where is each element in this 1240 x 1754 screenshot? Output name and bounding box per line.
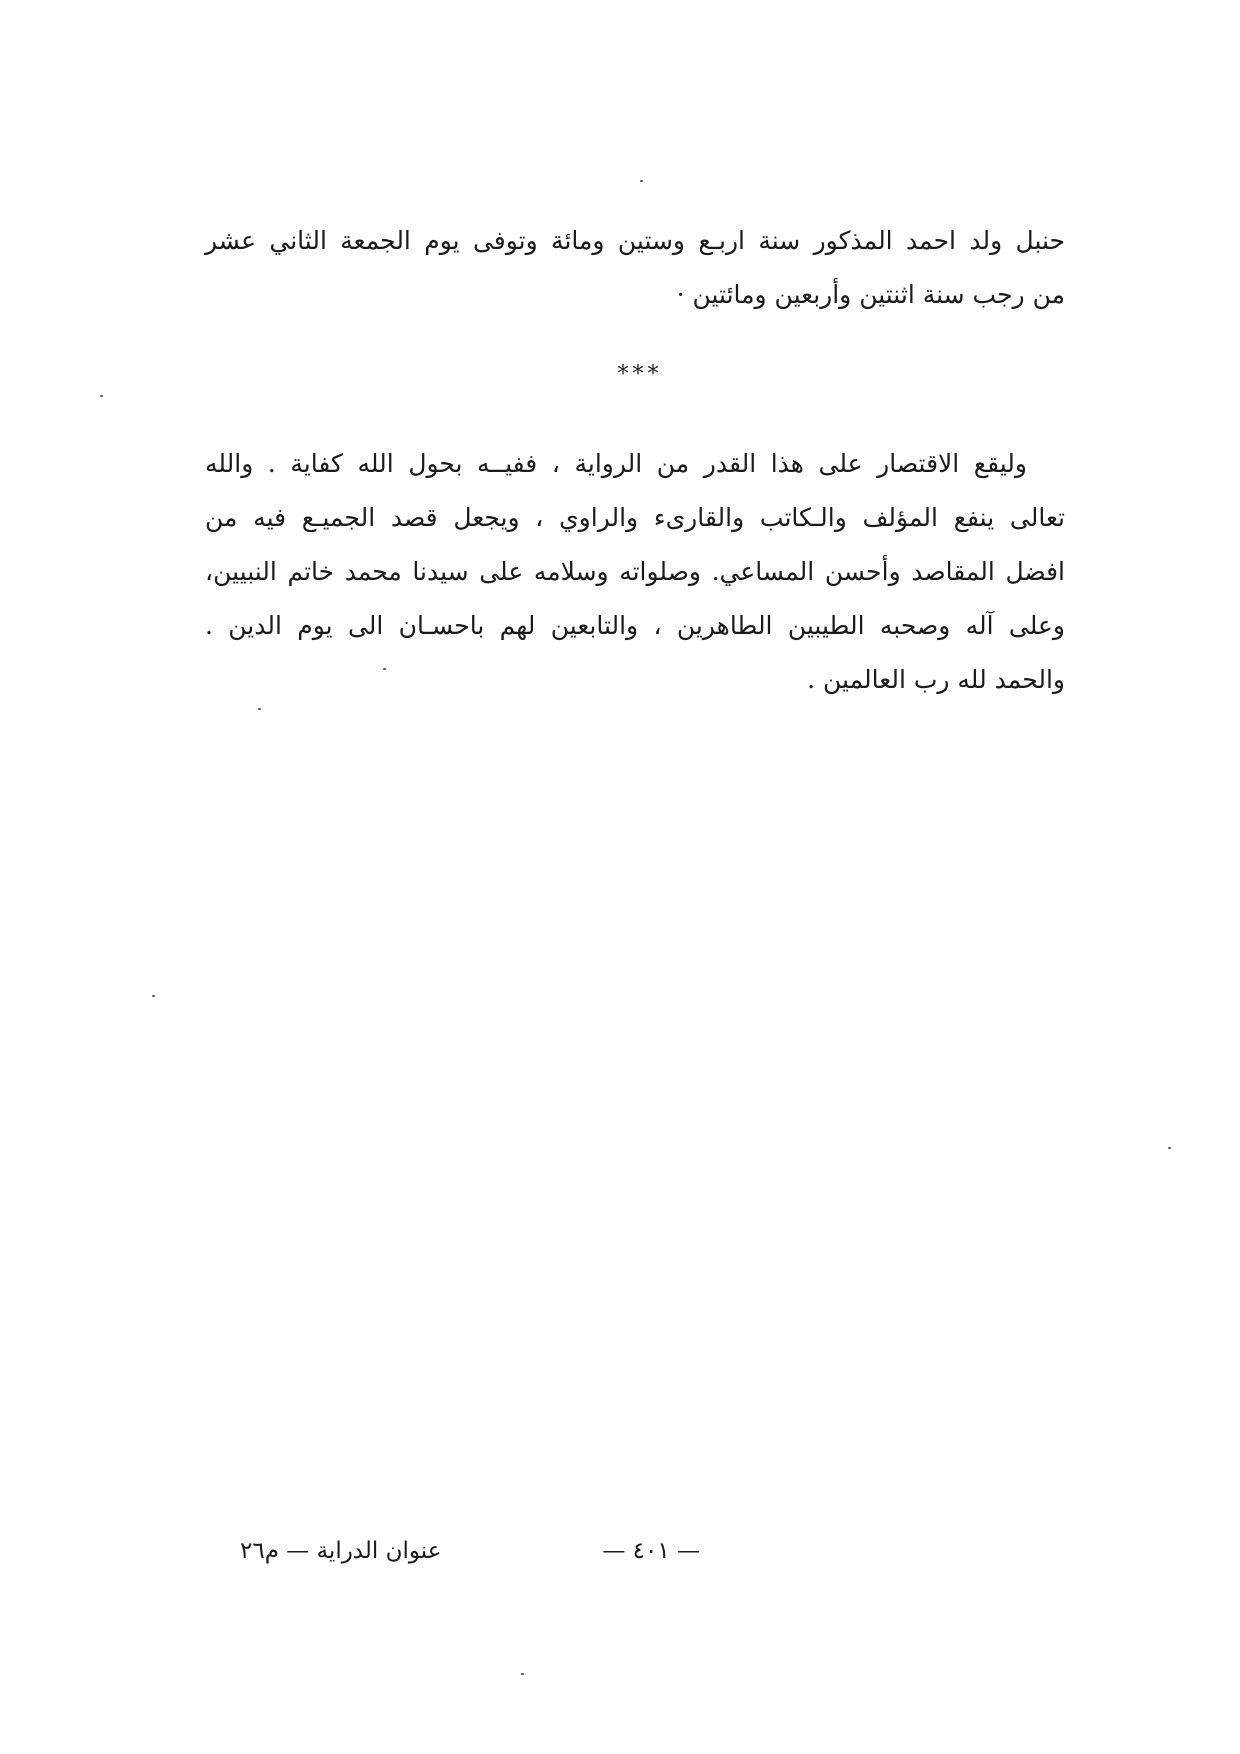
paragraph-line: وعلى آله وصحبه الطيبين الطاهرين ، والتابعين لهم باحسـان الى يوم الدين .: [205, 611, 1065, 640]
paragraph-line: والحمد لله رب العالمين .: [807, 665, 1065, 694]
running-footer: عنوان الدراية — م٢٦: [240, 1538, 442, 1564]
scan-speck: [521, 1673, 524, 1675]
page-number: — ٤٠١ —: [602, 1538, 700, 1564]
section-separator: ***: [617, 362, 663, 387]
scan-speck: [640, 180, 643, 182]
paragraph-line: وليقع الاقتصار على هذا القدر من الرواية ، ففيــه بحول الله كفاية . والله: [205, 449, 1027, 478]
page-footer: [240, 1538, 700, 1578]
paragraph-line: تعالى ينفع المؤلف والـكاتب والقارىء والراوي ، ويجعل قصد الجميـع فيه من: [205, 503, 1065, 532]
top-paragraph: [205, 214, 1065, 322]
paragraph-line: حنبل ولد احمد المذكور سنة اربـع وستين ومائة وتوفى يوم الجمعة الثاني عشر: [205, 226, 1065, 255]
paragraph-line: من رجب سنة اثنتين وأربعين ومائتين ·: [676, 280, 1065, 309]
scan-speck: [383, 668, 386, 670]
scan-speck: [1168, 1147, 1171, 1149]
paragraph-line: افضل المقاصد وأحسن المساعي. وصلواته وسلامه على سيدنا محمد خاتم النبيين،: [205, 557, 1065, 586]
scan-speck: [100, 395, 103, 397]
main-paragraph: [205, 437, 1065, 707]
scan-speck: [152, 995, 155, 997]
scan-speck: [258, 708, 261, 710]
